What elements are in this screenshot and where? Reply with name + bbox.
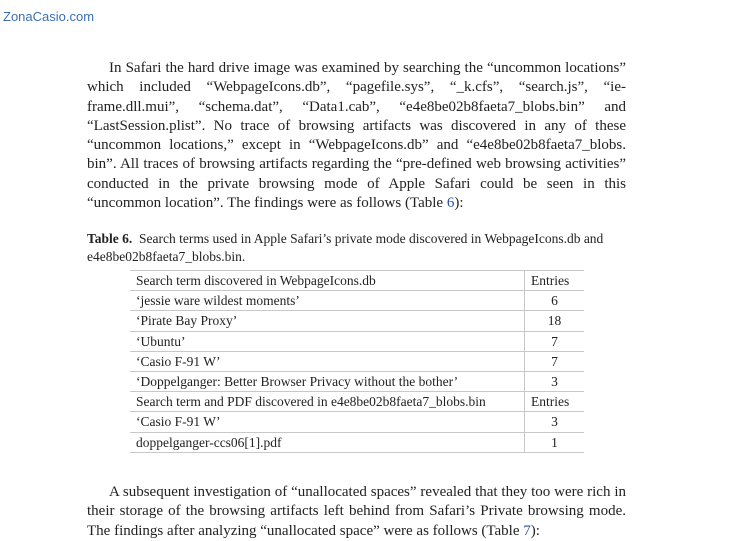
- search-term-cell: doppelganger-ccs06[1].pdf: [130, 432, 525, 452]
- search-term-cell: ‘Pirate Bay Proxy’: [130, 311, 525, 331]
- search-term-cell: ‘Ubuntu’: [130, 331, 525, 351]
- search-term-cell: ‘Casio F-91 W’: [130, 351, 525, 371]
- entries-cell: 7: [525, 331, 585, 351]
- entries-cell: 7: [525, 351, 585, 371]
- table-7-reference-link[interactable]: 7: [523, 522, 531, 539]
- table-row: [130, 412, 584, 432]
- paragraph-text: In Safari the hard drive image was examined by searching the “uncommon locations” which included “WebpageIcons.db”, “pagefile.sys”, “_k.cfs”, “search.js”, “ie-frame.dll.mui”, “schema.dat”, “Data1.cab”, “e4e8be02b8faeta7_blobs.bin” and “LastSession.plist”. No trace of browsing artifacts was discovered in any of these “uncommon locations,” except in “WebpageIcons.db” and “e4e8be02b8faeta7_blobs. bin”. All traces of browsing artifacts regarding the “pre-defined web browsing activities” conducted in the private browsing mode of Apple Safari could be seen in this “uncommon location”. The findings were as follows (Table: [87, 60, 626, 212]
- paragraph-text: A subsequent investigation of “unallocated spaces” revealed that they too were rich in their storage of the browsing artifacts left behind from Safari’s Private browsing mode. The findings after analyzing “unallocated space” were as follows (Table: [87, 484, 626, 539]
- table-row: [130, 331, 584, 351]
- body-paragraph-1: [87, 59, 626, 213]
- table-row: [130, 291, 584, 311]
- paragraph-tail: ):: [530, 522, 540, 539]
- search-term-cell: ‘Doppelganger: Better Browser Privacy without the bother’: [130, 371, 525, 391]
- table-header-row: [130, 392, 584, 412]
- column-header-term: Search term and PDF discovered in e4e8be02b8faeta7_blobs.bin: [130, 392, 525, 412]
- search-term-cell: ‘Casio F-91 W’: [130, 412, 525, 432]
- table-header-row: [130, 271, 584, 291]
- caption-label: Table 6.: [87, 231, 133, 246]
- entries-cell: 3: [525, 412, 585, 432]
- body-paragraph-2: [87, 483, 626, 541]
- table-6-reference-link[interactable]: 6: [446, 195, 455, 212]
- entries-cell: 6: [525, 291, 585, 311]
- entries-cell: 3: [525, 371, 585, 391]
- table-row: [130, 351, 584, 371]
- column-header-entries: Entries: [525, 392, 585, 412]
- table-row: [130, 371, 584, 391]
- site-watermark: ZonaCasio.com: [3, 9, 95, 24]
- search-term-cell: ‘jessie ware wildest moments’: [130, 291, 525, 311]
- paragraph-tail: ):: [454, 195, 464, 212]
- caption-text: Search terms used in Apple Safari’s private mode discovered in WebpageIcons.db and e4e8be02b8faeta7_blobs.bin.: [87, 231, 604, 264]
- column-header-entries: Entries: [525, 271, 585, 291]
- entries-cell: 18: [525, 311, 585, 331]
- entries-cell: 1: [525, 432, 585, 452]
- column-header-term: Search term discovered in WebpageIcons.db: [130, 271, 525, 291]
- table-caption: [87, 230, 632, 266]
- table-row: [130, 311, 584, 331]
- table-row: [130, 432, 584, 452]
- search-terms-table: [130, 270, 584, 453]
